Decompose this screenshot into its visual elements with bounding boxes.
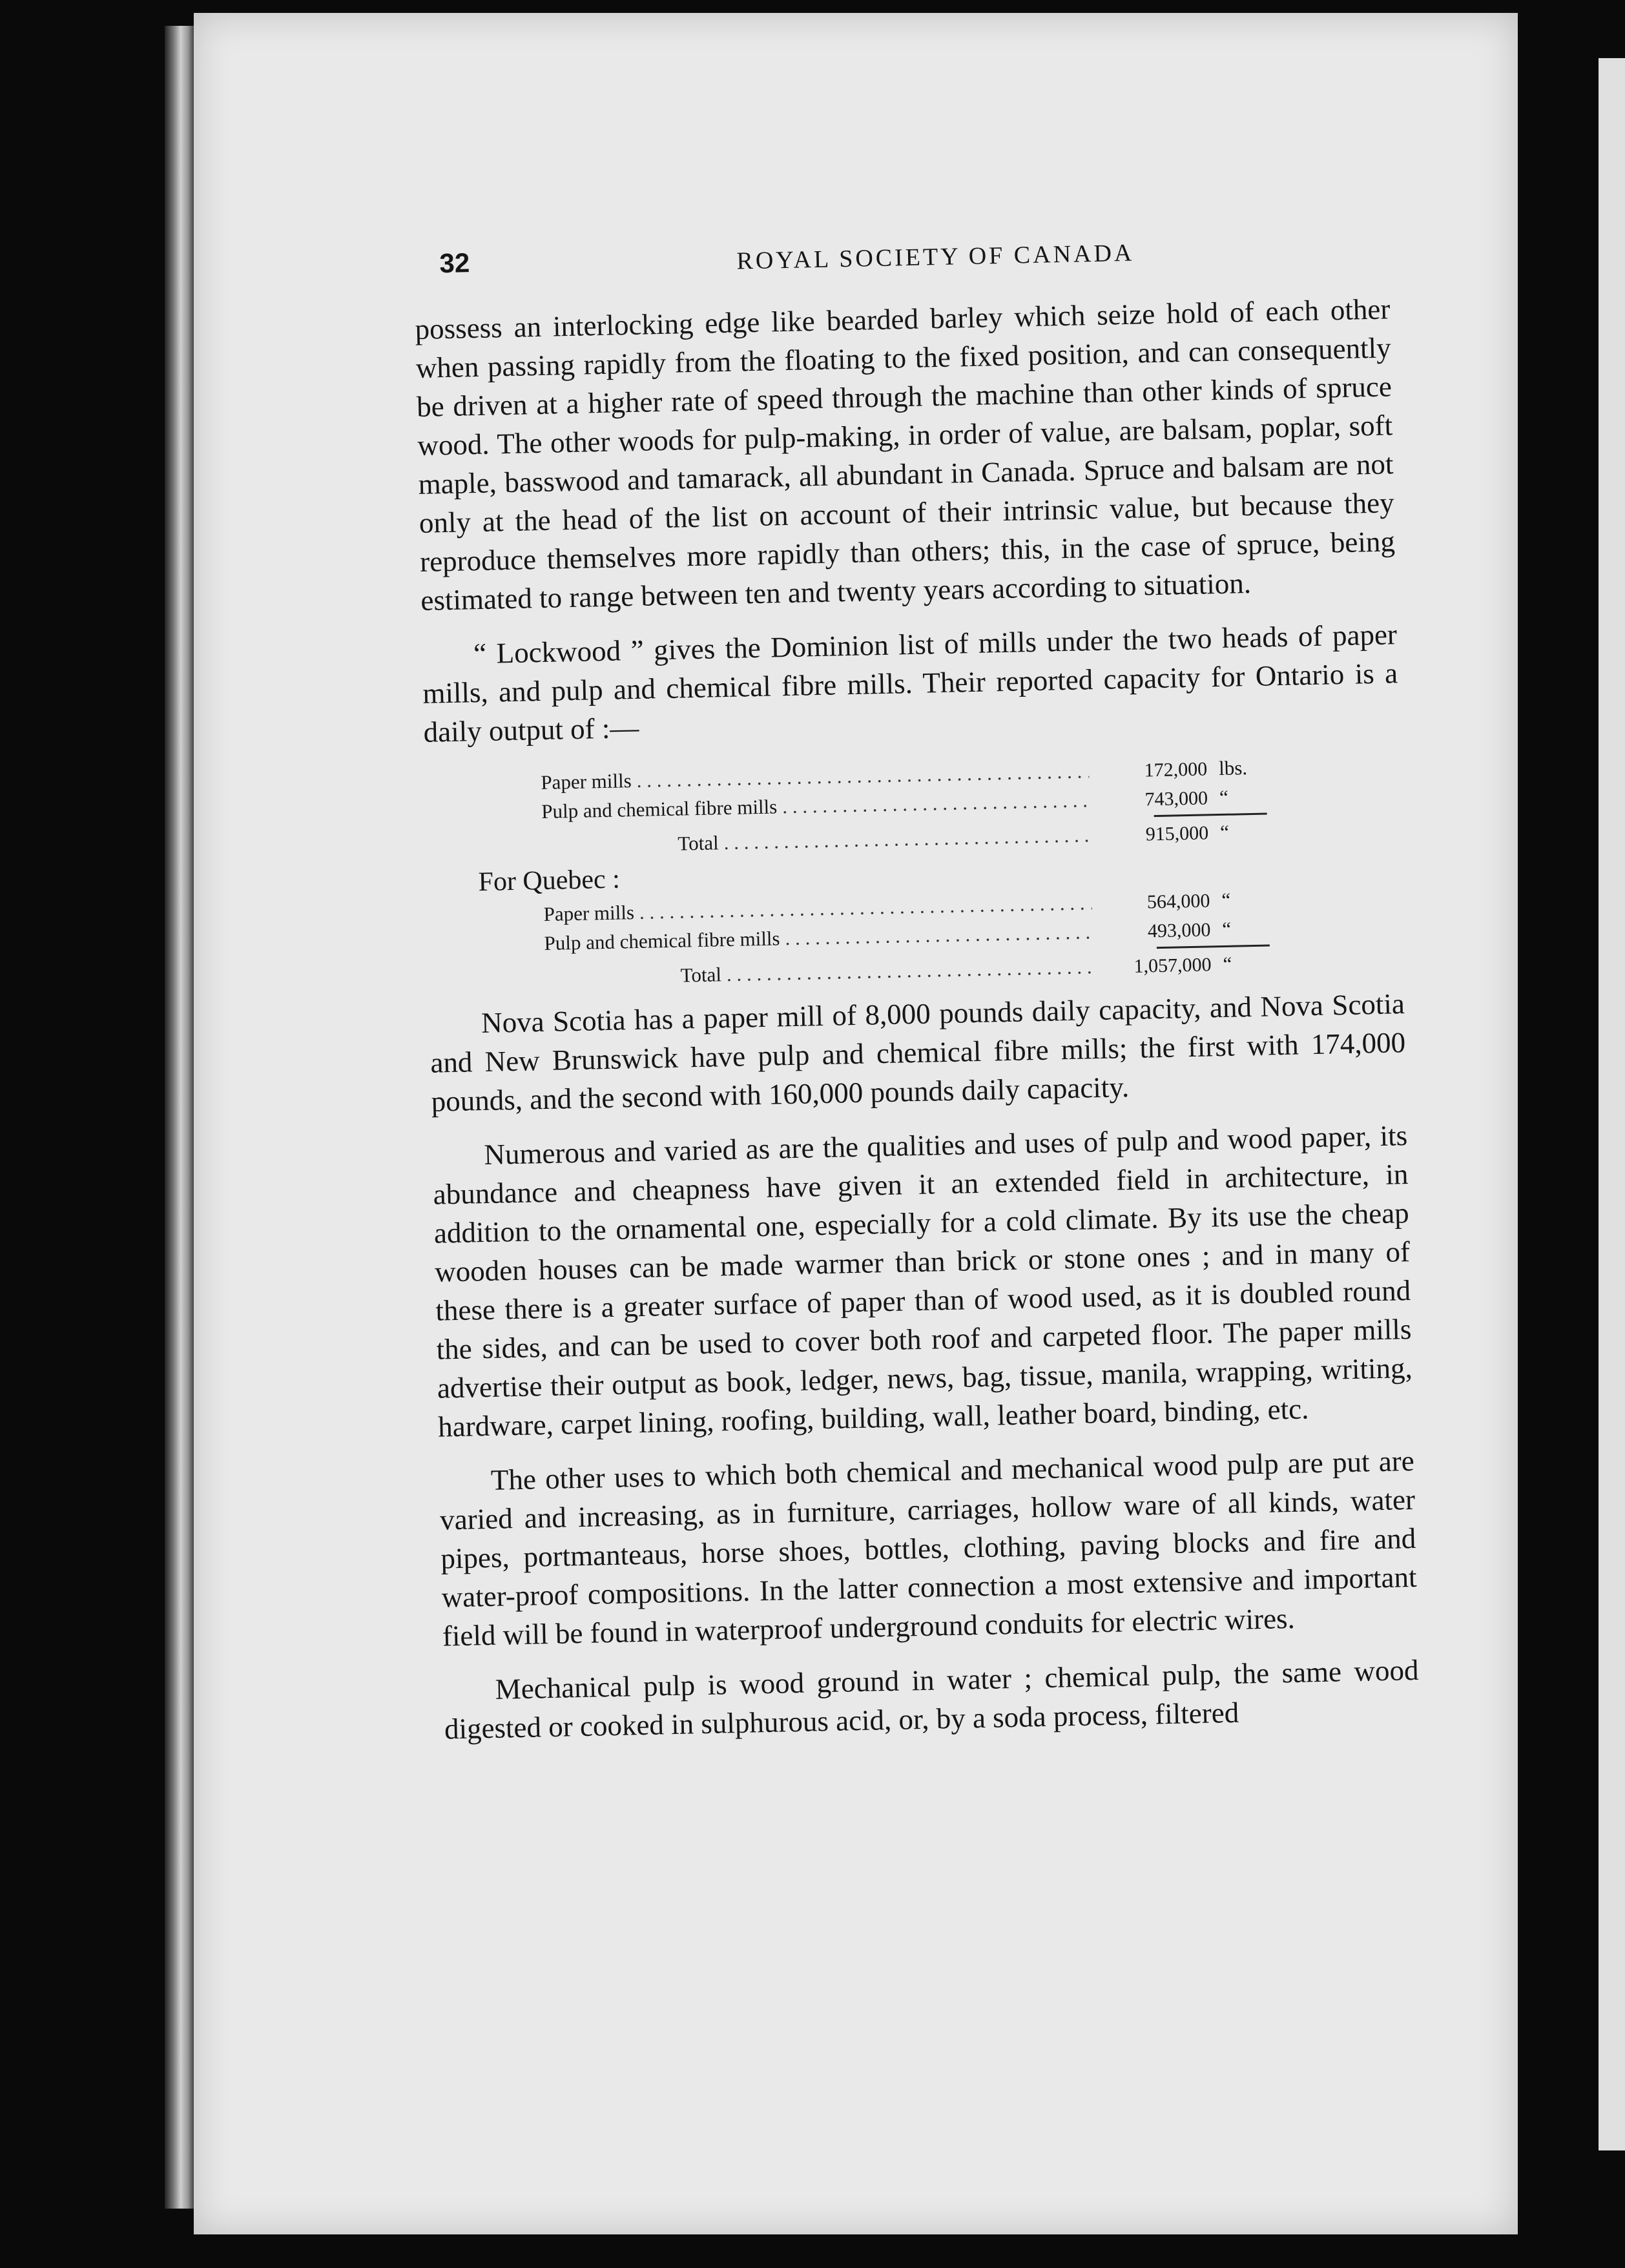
facing-page-edge — [1599, 58, 1625, 2150]
row-value: 172,000 — [1144, 758, 1208, 781]
running-title: ROYAL SOCIETY OF CANADA — [736, 239, 1135, 275]
row-unit: “ — [1219, 785, 1229, 809]
region-heading-quebec: For Quebec : — [478, 864, 621, 898]
row-unit: lbs. — [1218, 756, 1248, 780]
page-content — [413, 228, 1420, 1748]
row-label: Pulp and chemical fibre mills — [541, 795, 778, 823]
row-value: 564,000 — [1146, 890, 1210, 913]
paragraph-other-uses: The other uses to which both chemical and mechanical wood pulp are put are varied and increasing, as in furniture, carriages, hollow ware of all kinds, water pipes, portmanteaus, horse shoes, bottles, clothing, paving blocks and fire and water-proof compositions. In the latter connection a most extensive and important field will be found in waterproof underground conduits for electric wires. — [439, 1444, 1417, 1653]
row-label: Paper mills — [543, 901, 635, 925]
row-unit: “ — [1221, 888, 1231, 912]
row-unit: “ — [1223, 952, 1232, 975]
row-label: Pulp and chemical fibre mills — [544, 927, 780, 954]
total-label: Total — [678, 831, 719, 855]
paragraph-nova-scotia: Nova Scotia has a paper mill of 8,000 pounds daily capacity, and Nova Scotia and New Brunswick have pulp and chemical fibre mills; the first with 174,000 pounds, and the second with 160,000 pounds daily capacity. — [430, 987, 1406, 1118]
book-spine-edge — [165, 26, 194, 2209]
row-value: 743,000 — [1144, 787, 1208, 810]
page-number: 32 — [439, 247, 470, 279]
mill-capacity-table — [424, 750, 1404, 996]
total-value: 915,000 — [1145, 822, 1209, 845]
paragraph-mechanical-pulp: Mechanical pulp is wood ground in water ; chemical pulp, the same wood digested or cooked in sulphurous acid, or, by a soda process, filtered — [444, 1653, 1419, 1746]
paragraph-architecture: Numerous and varied as are the qualities and uses of pulp and wood paper, its abundance and cheapness have given it an extended field in architecture, in addition to the ornamental one, especially for a cold climate. By its use the cheap wooden houses can be made warmer than brick or stone ones ; and in many of these there is a greater surface of paper than of wood used, as it is doubled round the sides, and can be used to cover both roof and carpeted floor. The paper mills advertise their output as book, ledger, news, bag, tissue, manila, wrapping, writing, hardware, carpet lining, roofing, building, wall, leather board, binding, etc. — [433, 1119, 1413, 1443]
row-unit: “ — [1221, 917, 1232, 941]
paragraph-lockwood: “ Lockwood ” gives the Dominion list of mills under the two heads of paper mills, and pulp and chemical fibre mills. Their reported capacity for Ontario is a daily output of :— — [422, 618, 1398, 748]
row-unit: “ — [1219, 820, 1230, 844]
total-label: Total — [680, 963, 722, 987]
paragraph-spruce-woods: possess an interlocking edge like bearded barley which seize hold of each other when passing rapidly from the floating to the fixed position, and can consequently be driven at a higher rate of speed through the machine than other kinds of spruce wood. The other woods for pulp-making, in order of value, are balsam, poplar, soft maple, basswood and tamarack, all abundant in Canada. Spruce and balsam are not only at the head of the list on account of their intrinsic value, but because they reproduce themselves more rapidly than others; this, in the case of spruce, being estimated to range between ten and twenty years according to situation. — [415, 293, 1396, 617]
row-label: Paper mills — [540, 769, 632, 794]
row-value: 493,000 — [1147, 919, 1211, 942]
total-value: 1,057,000 — [1133, 954, 1212, 977]
